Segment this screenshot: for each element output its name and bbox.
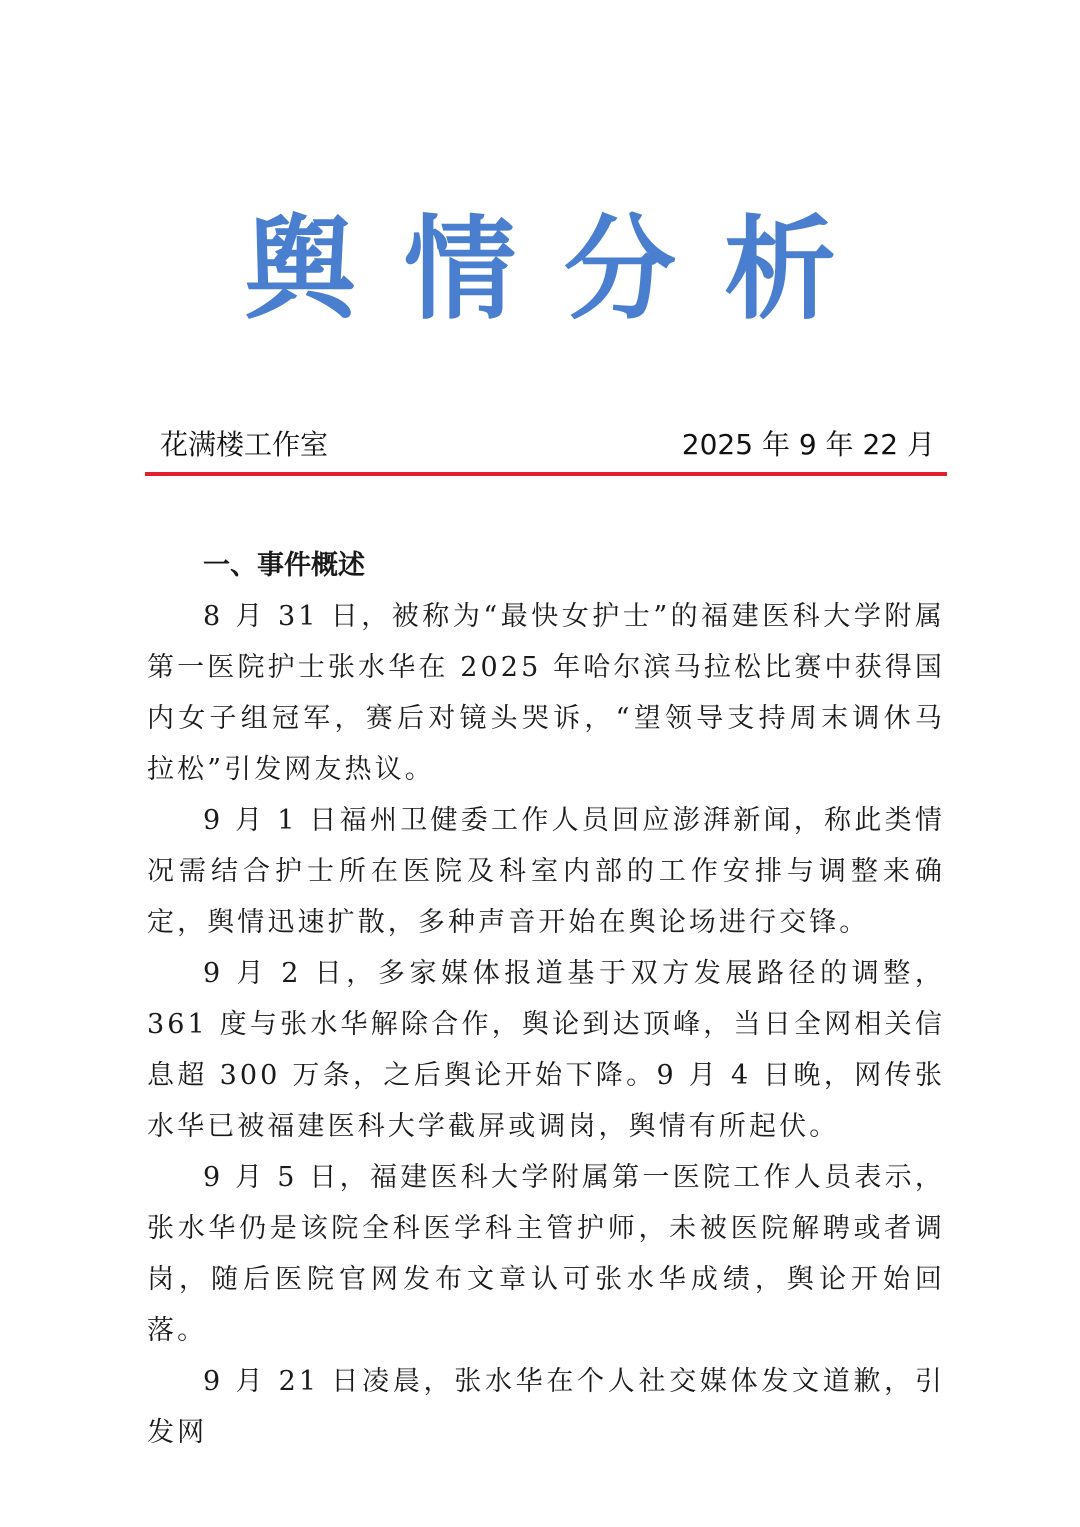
paragraph-5: 9 月 21 日凌晨，张水华在个人社交媒体发文道歉，引发网 [147, 1366, 945, 1448]
organization-name: 花满楼工作室 [160, 428, 329, 461]
document-body [147, 540, 945, 1458]
paragraph-3: 9 月 2 日，多家媒体报道基于双方发展路径的调整，361 度与张水华解除合作，舆论到达顶峰，当日全网相关信息超 300 万条，之后舆论开始下降。9 月 4 日晚，网传张水华已被福建医科大学截屏或调岗，舆情有所起伏。 [147, 958, 945, 1142]
paragraph-4: 9 月 5 日，福建医科大学附属第一医院工作人员表示，张水华仍是该院全科医学科主管护师，未被医院解聘或者调岗，随后医院官网发布文章认可张水华成绩，舆论开始回落。 [147, 1162, 945, 1346]
section-heading: 一、事件概述 [203, 550, 365, 581]
paragraph-1: 8 月 31 日，被称为“最快女护士”的福建医科大学附属第一医院护士张水华在 2025 年哈尔滨马拉松比赛中获得国内女子组冠军，赛后对镜头哭诉，“望领导支持周末调休马拉松”引发网友热议。 [147, 601, 945, 785]
red-divider [145, 472, 947, 476]
document-title: 舆情分析 [244, 204, 884, 335]
document-header [160, 423, 935, 467]
paragraph-2: 9 月 1 日福州卫健委工作人员回应澎湃新闻，称此类情况需结合护士所在医院及科室内部的工作安排与调整来确定，舆情迅速扩散，多种声音开始在舆论场进行交锋。 [147, 805, 945, 938]
document-date: 2025 年 9 年 22 月 [681, 428, 935, 461]
